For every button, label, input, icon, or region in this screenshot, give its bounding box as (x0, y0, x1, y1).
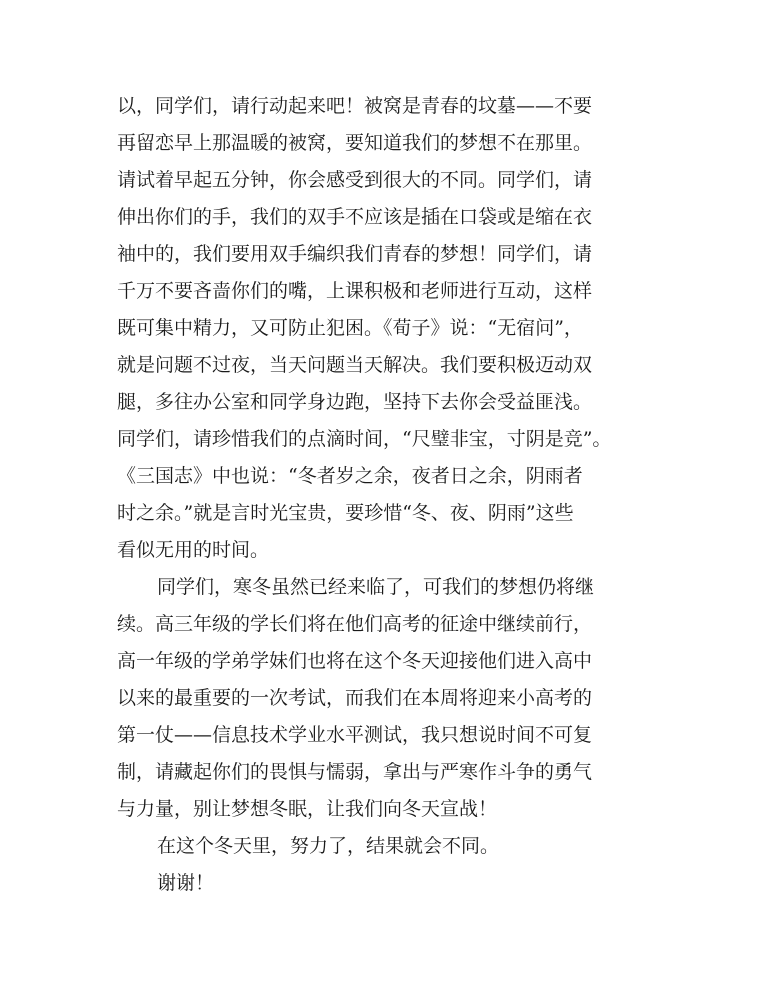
text-line-15: 续。高三年级的学长们将在他们高考的征途中继续前行， (117, 613, 593, 635)
text-line-10: 同学们，请珍惜我们的点滴时间，“尺璧非宝，寸阴是竞”。 (117, 428, 612, 450)
document-body (117, 88, 657, 902)
text-line-12: 时之余。”就是言时光宝贵，要珍惜“冬、夜、阴雨”这些 (117, 502, 574, 524)
text-line-21: 在这个冬天里，努力了，结果就会不同。 (157, 835, 500, 857)
text-line-6: 千万不要吝啬你们的嘴，上课积极和老师进行互动，这样 (117, 280, 593, 302)
text-line-16: 高一年级的学弟学妹们也将在这个冬天迎接他们进入高中 (117, 650, 593, 672)
text-line-13: 看似无用的时间。 (117, 539, 270, 561)
text-line-4: 伸出你们的手，我们的双手不应该是插在口袋或是缩在衣 (117, 206, 593, 228)
text-line-7: 既可集中精力，又可防止犯困。《荀子》说：“无宿问”， (117, 317, 583, 339)
text-line-9: 腿，多往办公室和同学身边跑，坚持下去你会受益匪浅。 (117, 391, 593, 413)
text-line-18: 第一仗——信息技术学业水平测试，我只想说时间不可复 (117, 724, 593, 746)
text-line-11: 《三国志》中也说：“冬者岁之余，夜者日之余，阴雨者 (117, 465, 583, 487)
text-line-5: 袖中的，我们要用双手编织我们青春的梦想！同学们，请 (117, 243, 593, 265)
text-line-14: 同学们，寒冬虽然已经来临了，可我们的梦想仍将继 (157, 576, 595, 598)
text-line-19: 制，请藏起你们的畏惧与懦弱，拿出与严寒作斗争的勇气 (117, 761, 593, 783)
text-line-22: 谢谢！ (157, 872, 215, 894)
text-line-3: 请试着早起五分钟，你会感受到很大的不同。同学们，请 (117, 169, 593, 191)
text-line-20: 与力量，别让梦想冬眠，让我们向冬天宣战！ (117, 798, 498, 820)
text-line-8: 就是问题不过夜，当天问题当天解决。我们要积极迈动双 (117, 354, 593, 376)
text-line-1: 以，同学们，请行动起来吧！被窝是青春的坟墓——不要 (117, 95, 593, 117)
text-line-17: 以来的最重要的一次考试，而我们在本周将迎来小高考的 (117, 687, 593, 709)
text-line-2: 再留恋早上那温暖的被窝，要知道我们的梦想不在那里。 (117, 132, 593, 154)
